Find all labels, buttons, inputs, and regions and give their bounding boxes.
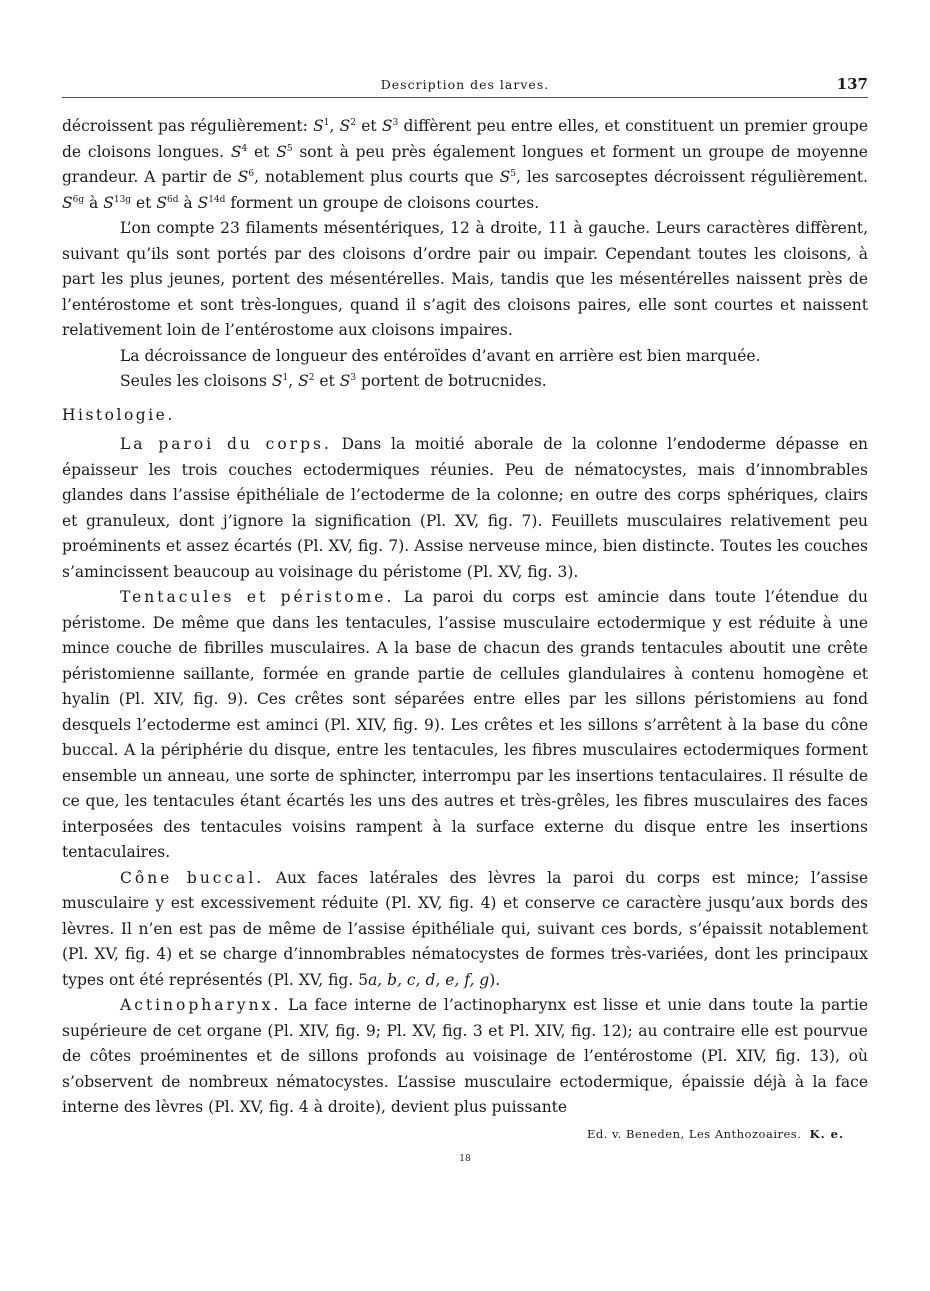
text-run: , notablement plus courts que: [254, 168, 500, 186]
text-run: portent de botrucnides.: [356, 372, 547, 390]
footer-credit: [587, 1127, 844, 1141]
septum-index: 5: [510, 168, 516, 179]
septum-symbol: S: [339, 372, 351, 390]
septum-index: 3: [350, 372, 357, 383]
text-run: sont à peu près également longues et forment un groupe de moyenne grandeur. A partir de: [62, 142, 868, 186]
septum-symbol: S: [298, 372, 309, 390]
page-number: 137: [836, 75, 868, 93]
text-run: Aux faces latérales des lèvres la paroi du corps est mince; l’assise musculaire y est excessivement réduite (Pl. XV, fig. 4) et conserve ce caractère jusqu’aux bords des lèvres. Il n’en est pas de même de l’assise épithéliale qui, suivant ces bords, s’épaissit notablement (Pl. XV, fig. 4) et se charge d’innombrables nématocystes de formes très-variées, dont les principaux types ont été représentés (Pl. XV, fig. 5: [62, 868, 868, 989]
septum-index: 5: [286, 143, 293, 154]
text-run: ,: [288, 372, 299, 390]
paragraph-actinopharynx: [62, 993, 868, 1121]
septum-symbol: S: [313, 117, 324, 135]
text-run: La paroi du corps est amincie dans toute l’étendue du péristome. De même que dans les tentacules, l’assise musculaire ectodermique y est réduite à une mince couche de fibrilles musculaires. A la base de chacun des grands tentacules aboutit une crête péristomienne saillante, formée en grande partie de cellules glandulaires à contenu homogène et hyalin (Pl. XIV, fig. 9). Ces crêtes sont séparées entre elles par les sillons péristomiens au fond desquels l’ectoderme est aminci (Pl. XIV, fig. 9). Les crêtes et les sillons s’arrêtent à la base du cône buccal. A la périphérie du disque, entre les tentacules, les fibres musculaires ectodermiques forment ensemble un anneau, une sorte de sphincter, interrompu par les insertions tentaculaires. Il résulte de ce que, les tentacules étant écartés les uns des autres et très-grêles, les fibres musculaires des faces interposées des tentacules voisins rampent à la surface externe du disque entre les insertions tentaculaires.: [62, 588, 868, 861]
body-text: [62, 114, 868, 1121]
sheet-number: 18: [459, 1154, 471, 1164]
text-run: et: [247, 142, 277, 161]
text-run: , les sarcoseptes décroissent régulièrement.: [515, 168, 868, 186]
septum-index: 13g: [113, 194, 132, 205]
running-title: Description des larves.: [380, 77, 550, 92]
septum-symbol: S: [271, 372, 283, 390]
text-run: décroissent pas régulièrement:: [62, 117, 314, 135]
septum-index: 1: [282, 372, 289, 383]
septum-index: 2: [350, 117, 356, 128]
septum-symbol: S: [103, 193, 114, 212]
paragraph-tentacles: [62, 585, 868, 866]
paragraph-lead: Cône buccal.: [120, 868, 265, 887]
text-run: ,: [329, 117, 340, 135]
septum-symbol: S: [339, 117, 351, 135]
septum-index: 2: [308, 372, 315, 383]
septum-index: 1: [323, 117, 330, 128]
credit-text: Ed. v. Beneden, Les Anthozoaires.: [586, 1127, 802, 1141]
text-run: Dans la moitié aborale de la colonne l’endoderme dépasse en épaisseur les trois couches ectodermiques réunies. Peu de nématocystes, mais d’innombrables glandes dans l’assise épithéliale de l’ectoderme de la colonne; en outre des corps sphériques, clairs et granuleux, dont j’ignore la signification (Pl. XV, fig. 7). Feuillets musculaires relativement peu proéminents et assez écartés (Pl. XV, fig. 7). Assise nerveuse mince, bien distincte. Toutes les couches s’amincissent beaucoup au voisinage du péristome (Pl. XV, fig. 3).: [62, 435, 869, 581]
text-run: à: [84, 193, 104, 212]
septum-symbol: S: [276, 142, 287, 161]
septum-index: 4: [241, 143, 248, 154]
text-run: ).: [489, 970, 501, 989]
paragraph-septa-continued: [62, 114, 868, 216]
running-header: [62, 75, 868, 98]
septum-index: 6: [248, 168, 255, 179]
text-run: et: [314, 372, 340, 390]
septum-symbol: S: [381, 117, 393, 135]
septum-index: 6g: [72, 194, 85, 205]
septum-index: 14d: [208, 194, 226, 205]
paragraph-lead: Tentacules et péristome.: [120, 588, 395, 606]
septum-symbol: S: [62, 193, 73, 212]
septum-symbol: S: [197, 193, 209, 212]
paragraph-botrucnides: [62, 369, 868, 395]
text-run: à: [178, 193, 198, 212]
section-heading: Histologie.: [62, 405, 175, 424]
text-run: et: [355, 117, 382, 135]
paragraph-buccal-cone: [62, 866, 868, 994]
paragraph-lead: Actinopharynx.: [120, 996, 282, 1014]
text-run: et: [131, 193, 157, 212]
figure-letters: a, b, c, d, e, f, g: [368, 970, 490, 989]
paragraph-mesenteric-filaments: L’on compte 23 filaments mésentériques, 12 à droite, 11 à gauche. Leurs caractères diffèrent, suivant qu’ils sont portés par des cloisons d’ordre pair ou impair. Cependant toutes les cloisons, à part les plus jeunes, portent des mésentérelles. Mais, tandis que les mésentérelles naissent près de l’entérostome et sont très-longues, quand il s’agit des cloisons paires, elle sont courtes et naissent relativement loin de l’entérostome aux cloisons impaires.: [62, 219, 868, 339]
septum-symbol: S: [230, 142, 242, 161]
text-run: diffèrent peu entre elles, et constituent un premier groupe de cloisons longues.: [62, 117, 868, 161]
septum-symbol: S: [499, 168, 511, 186]
text-run: Seules les cloisons: [120, 372, 272, 390]
paragraph-body-wall: [62, 432, 868, 585]
text-run: forment un groupe de cloisons courtes.: [225, 193, 540, 212]
septum-index: 6d: [166, 194, 179, 205]
text-run: La face interne de l’actinopharynx est lisse et unie dans toute la partie supérieure de cet organe (Pl. XIV, fig. 9; Pl. XV, fig. 3 et Pl. XIV, fig. 12); au contraire elle est pourvue de côtes proéminentes et de sillons profonds au voisinage de l’entérostome (Pl. XIV, fig. 13), où s’observent de nombreux nématocystes. L’assise musculaire ectodermique, épaissie déjà à la face interne des lèvres (Pl. XV, fig. 4 à droite), devient plus puissante: [62, 996, 868, 1116]
paragraph-lead: La paroi du corps.: [120, 435, 332, 453]
septum-symbol: S: [237, 168, 249, 186]
septum-index: 3: [392, 117, 399, 128]
signature-mark: K. e.: [809, 1127, 844, 1141]
paragraph-enteroids: La décroissance de longueur des entéroïdes d’avant en arrière est bien marquée.: [120, 346, 761, 365]
septum-symbol: S: [156, 193, 167, 212]
